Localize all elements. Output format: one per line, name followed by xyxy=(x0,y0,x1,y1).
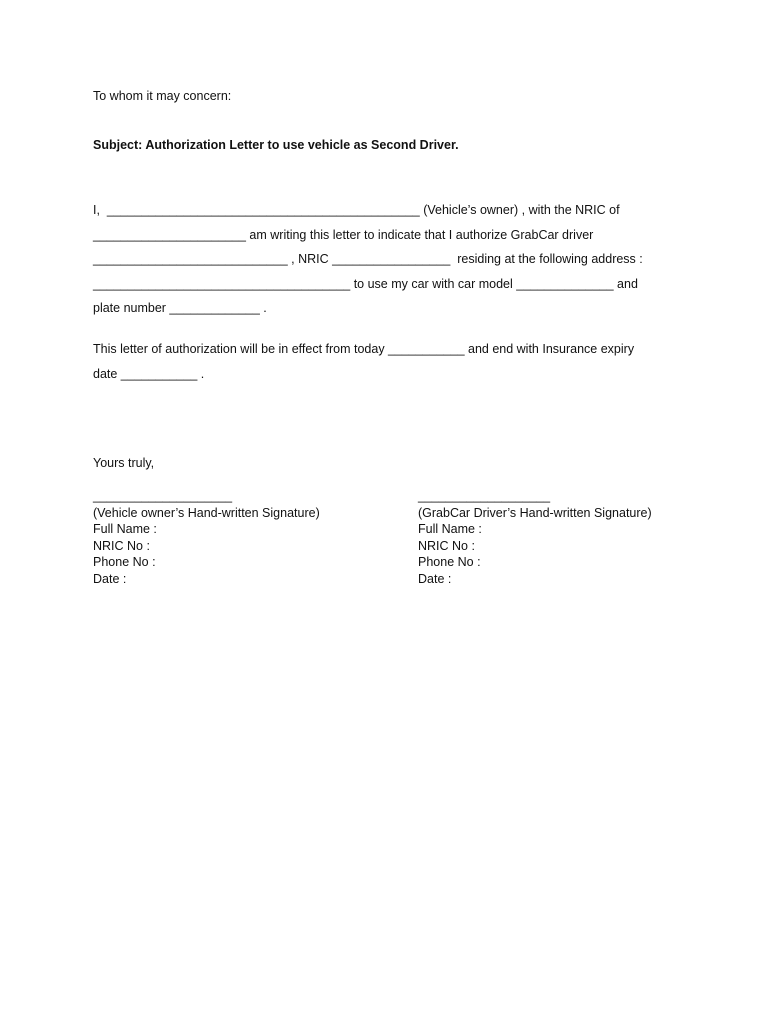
body-line-3: ____________________________ , NRIC _________________ residing at the following address : xyxy=(93,252,643,266)
owner-full-name: Full Name : xyxy=(93,522,157,537)
driver-signature-label: (GrabCar Driver’s Hand-written Signature) xyxy=(418,505,652,520)
subject-line: Subject: Authorization Letter to use vehicle as Second Driver. xyxy=(93,138,459,152)
driver-phone: Phone No : xyxy=(418,555,481,570)
driver-signature-line: ___________________ xyxy=(418,489,551,503)
owner-phone: Phone No : xyxy=(93,555,156,570)
driver-signature-block xyxy=(418,488,652,588)
driver-date: Date : xyxy=(418,571,452,586)
effect-line-2: date ___________ . xyxy=(93,367,205,381)
owner-nric: NRIC No : xyxy=(93,538,150,553)
driver-nric: NRIC No : xyxy=(418,538,475,553)
body-line-4: _____________________________________ to use my car with car model ______________ and xyxy=(93,277,638,291)
effect-line-1: This letter of authorization will be in effect from today ___________ and end with Insurance expiry xyxy=(93,342,635,356)
owner-signature-label: (Vehicle owner’s Hand-written Signature) xyxy=(93,505,320,520)
closing: Yours truly, xyxy=(93,456,155,470)
owner-signature-line: ____________________ xyxy=(93,489,233,503)
body-line-2: ______________________ am writing this letter to indicate that I authorize GrabCar driver xyxy=(93,228,594,242)
driver-full-name: Full Name : xyxy=(418,522,482,537)
salutation: To whom it may concern: xyxy=(93,89,232,103)
owner-date: Date : xyxy=(93,571,127,586)
body-line-5: plate number _____________ . xyxy=(93,301,267,315)
owner-signature-block xyxy=(93,488,320,588)
body-line-1: I, _____________________________________________ (Vehicle’s owner) , with the NRIC of xyxy=(93,203,620,217)
